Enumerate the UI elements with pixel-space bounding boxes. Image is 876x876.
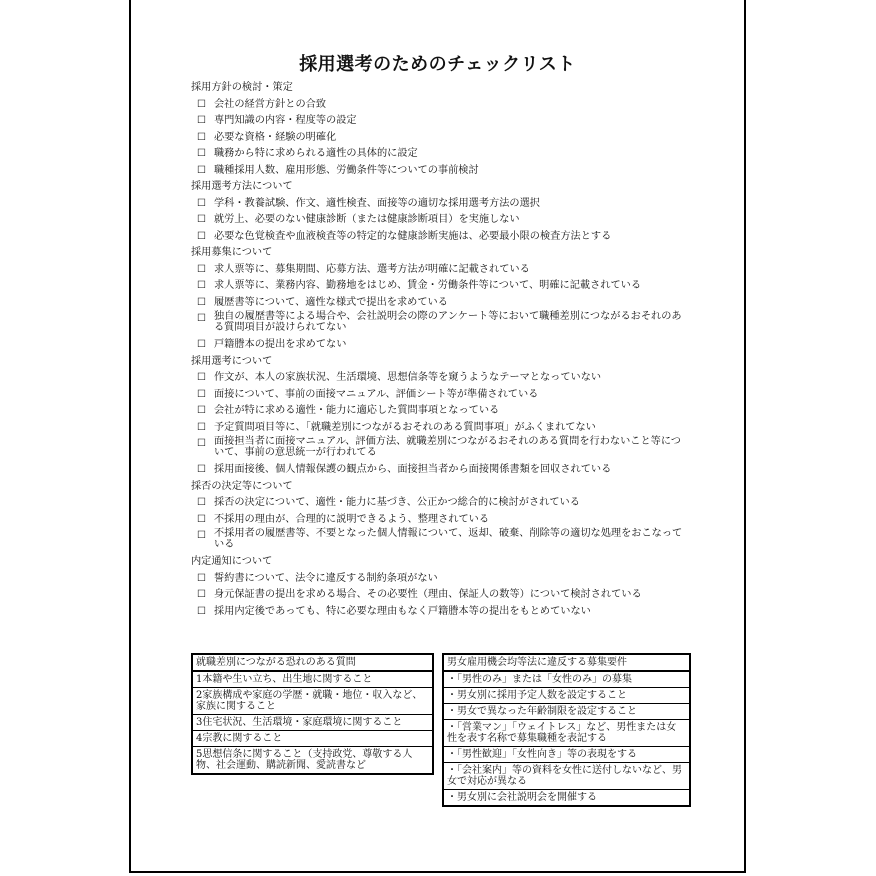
checklist-item-text: 求人票等に、業務内容、勤務地をはじめ、賃金・労働条件等について、明確に記載されている [214,280,642,291]
checkbox-icon[interactable]: ☐ [197,405,207,416]
checkbox-icon[interactable]: ☐ [197,421,207,433]
table-row: ・男女別に採用予定人数を設定すること [444,688,689,704]
table-row: 4宗教に関すること [193,731,432,747]
checklist-item [191,130,691,147]
section-heading: 採用募集について [191,247,273,258]
checklist [191,80,691,620]
section-heading: 内定通知について [191,556,273,567]
checklist-item-text: 会社の経営方針との合致 [214,98,327,110]
checklist-item [191,97,691,114]
section-heading: 採用選考方法について [191,181,293,192]
page-title: 採用選考のためのチェックリスト [299,54,576,75]
section-heading: 採用方針の検討・策定 [191,82,293,93]
checklist-item [191,229,691,246]
checklist-item [191,278,691,295]
document-page [129,0,746,873]
table-row: ・「男性のみ」または「女性のみ」の募集 [444,672,689,688]
checklist-item-text: 職務から特に求められる適性の具体的に設定 [214,148,418,159]
checklist-item [191,212,691,229]
checkbox-icon[interactable]: ☐ [197,214,207,225]
checkbox-icon[interactable]: ☐ [197,372,207,383]
table-row: ・「営業マン」「ウェイトレス」など、男性または女性を表す名称で募集職種を表記する [444,720,689,747]
checkbox-icon[interactable]: ☐ [197,339,207,350]
checklist-item [191,436,691,462]
discrimination-questions-table [191,653,434,775]
checklist-item-text: 誓約書について、法令に違反する制約条項がない [214,572,438,584]
equal-opportunity-table [442,653,691,807]
checkbox-icon[interactable]: ☐ [197,148,207,159]
checklist-item [191,311,691,337]
checklist-item-text: 独自の履歴書等による場合や、会社説明会の際のアンケート等において職種差別につながるおそれのある質問項目が設けられてない [214,311,682,333]
checklist-item-text: 作文が、本人の家族状況、生活環境、思想信条等を窺うようなテーマとなっていない [214,372,602,383]
checklist-item [191,370,691,387]
checkbox-icon[interactable]: ☐ [197,98,207,110]
checklist-item [191,462,691,479]
table-row: ・「会社案内」等の資料を女性に送付しないなど、男女で対応が異なる [444,763,689,790]
checkbox-icon[interactable]: ☐ [197,513,207,525]
checklist-item-text: 予定質問項目等に、「就職差別につながるおそれのある質問事項」がふくまれてない [214,421,596,433]
checklist-item-text: 必要な色覚検査や血液検査等の特定的な健康診断実施は、必要最小限の検査方法とする [214,230,612,242]
checkbox-icon[interactable]: ☐ [197,164,207,176]
checklist-item-text: 面接について、事前の面接マニュアル、評価シート等が準備されている [214,388,539,400]
checklist-item [191,495,691,512]
checkbox-icon[interactable]: ☐ [197,263,207,275]
checklist-item-text: 就労上、必要のない健康診断（または健康診断項目）を実施しない [214,214,520,225]
table-row: ・男女で異なった年齢制限を設定すること [444,704,689,720]
checkbox-icon[interactable]: ☐ [197,296,207,308]
checkbox-icon[interactable]: ☐ [197,605,207,617]
table-row: 3住宅状況、生活環境・家庭環境に関すること [193,715,432,731]
section-heading: 採否の決定等について [191,480,293,492]
checkbox-icon[interactable]: ☐ [197,197,207,209]
checkbox-icon[interactable]: ☐ [197,313,207,324]
checkbox-icon[interactable]: ☐ [197,230,207,242]
checklist-item [191,387,691,404]
checklist-item-text: 履歴書等について、適性な様式で提出を求めている [214,296,448,308]
checkbox-icon[interactable]: ☐ [197,589,207,600]
checklist-item [191,587,691,604]
checklist-item [191,262,691,279]
checklist-item-text: 職種採用人数、雇用形態、労働条件等についての事前検討 [214,164,479,176]
checkbox-icon[interactable]: ☐ [197,572,207,584]
checklist-item [191,337,691,354]
checkbox-icon[interactable]: ☐ [197,497,207,508]
table-row: 1本籍や生い立ち、出生地に関すること [193,672,432,688]
table-row: ・「男性歓迎」「女性向き」等の表現をする [444,747,689,763]
checklist-item-text: 面接担当者に面接マニュアル、評価方法、就職差別につながるおそれのある質問を行わないこと等について、事前の意思統一が行われてる [214,436,681,458]
checkbox-icon[interactable]: ☐ [197,280,207,291]
checklist-item [191,113,691,130]
checklist-item-text: 学科・教養試験、作文、適性検査、面接等の適切な採用選考方法の選択 [214,197,540,209]
checklist-item-text: 採否の決定について、適性・能力に基づき、公正かつ総合的に検討がされている [214,497,580,508]
checkbox-icon[interactable]: ☐ [197,530,207,541]
table-header: 男女雇用機会均等法に違反する募集要件 [444,655,689,672]
checklist-item [191,420,691,437]
checklist-item-text: 採用内定後であっても、特に必要な理由もなく戸籍謄本等の提出をもとめていない [214,605,591,617]
checklist-item [191,146,691,163]
table-row: 5思想信条に関すること（支持政党、尊敬する人物、社会運動、購読新聞、愛読書など [196,749,413,771]
checklist-item-text: 会社が特に求める適性・能力に適応した質問事項となっている [214,405,500,416]
checklist-item [191,571,691,588]
checklist-item-text: 不採用者の履歴書等、不要となった個人情報について、返却、破棄、削除等の適切な処理をおこなっている [214,528,683,550]
checklist-item-text: 戸籍謄本の提出を求めてない [214,339,347,350]
checklist-item [191,528,691,554]
table-header: 就職差別につながる恐れのある質問 [193,655,432,672]
checkbox-icon[interactable]: ☐ [197,115,207,126]
checklist-item-text: 不採用の理由が、合理的に説明できるよう、整理されている [214,513,490,525]
checklist-item-text: 採用面接後、個人情報保護の観点から、面接担当者から面接関係書類を回収されている [214,464,612,475]
checklist-item [191,403,691,420]
checklist-item [191,196,691,213]
checkbox-icon[interactable]: ☐ [197,388,207,400]
checklist-item-text: 身元保証書の提出を求める場合、その必要性（理由、保証人の数等）について検討されている [214,589,642,600]
checkbox-icon[interactable]: ☐ [197,438,207,449]
checklist-item [191,512,691,529]
checklist-item [191,295,691,312]
checklist-item-text: 求人票等に、募集期間、応募方法、選考方法が明確に記載されている [214,263,530,275]
checklist-item [191,604,691,621]
table-row: 2家族構成や家庭の学歴・就職・地位・収入など、家族に関すること [193,688,432,715]
checklist-item-text: 専門知識の内容・程度等の設定 [214,115,357,126]
section-heading: 採用選考について [191,355,273,367]
checkbox-icon[interactable]: ☐ [197,131,207,143]
table-row: ・男女別に会社説明会を開催する [447,792,597,803]
checklist-item [191,163,691,180]
checklist-item-text: 必要な資格・経験の明確化 [214,131,337,143]
checkbox-icon[interactable]: ☐ [197,464,207,475]
